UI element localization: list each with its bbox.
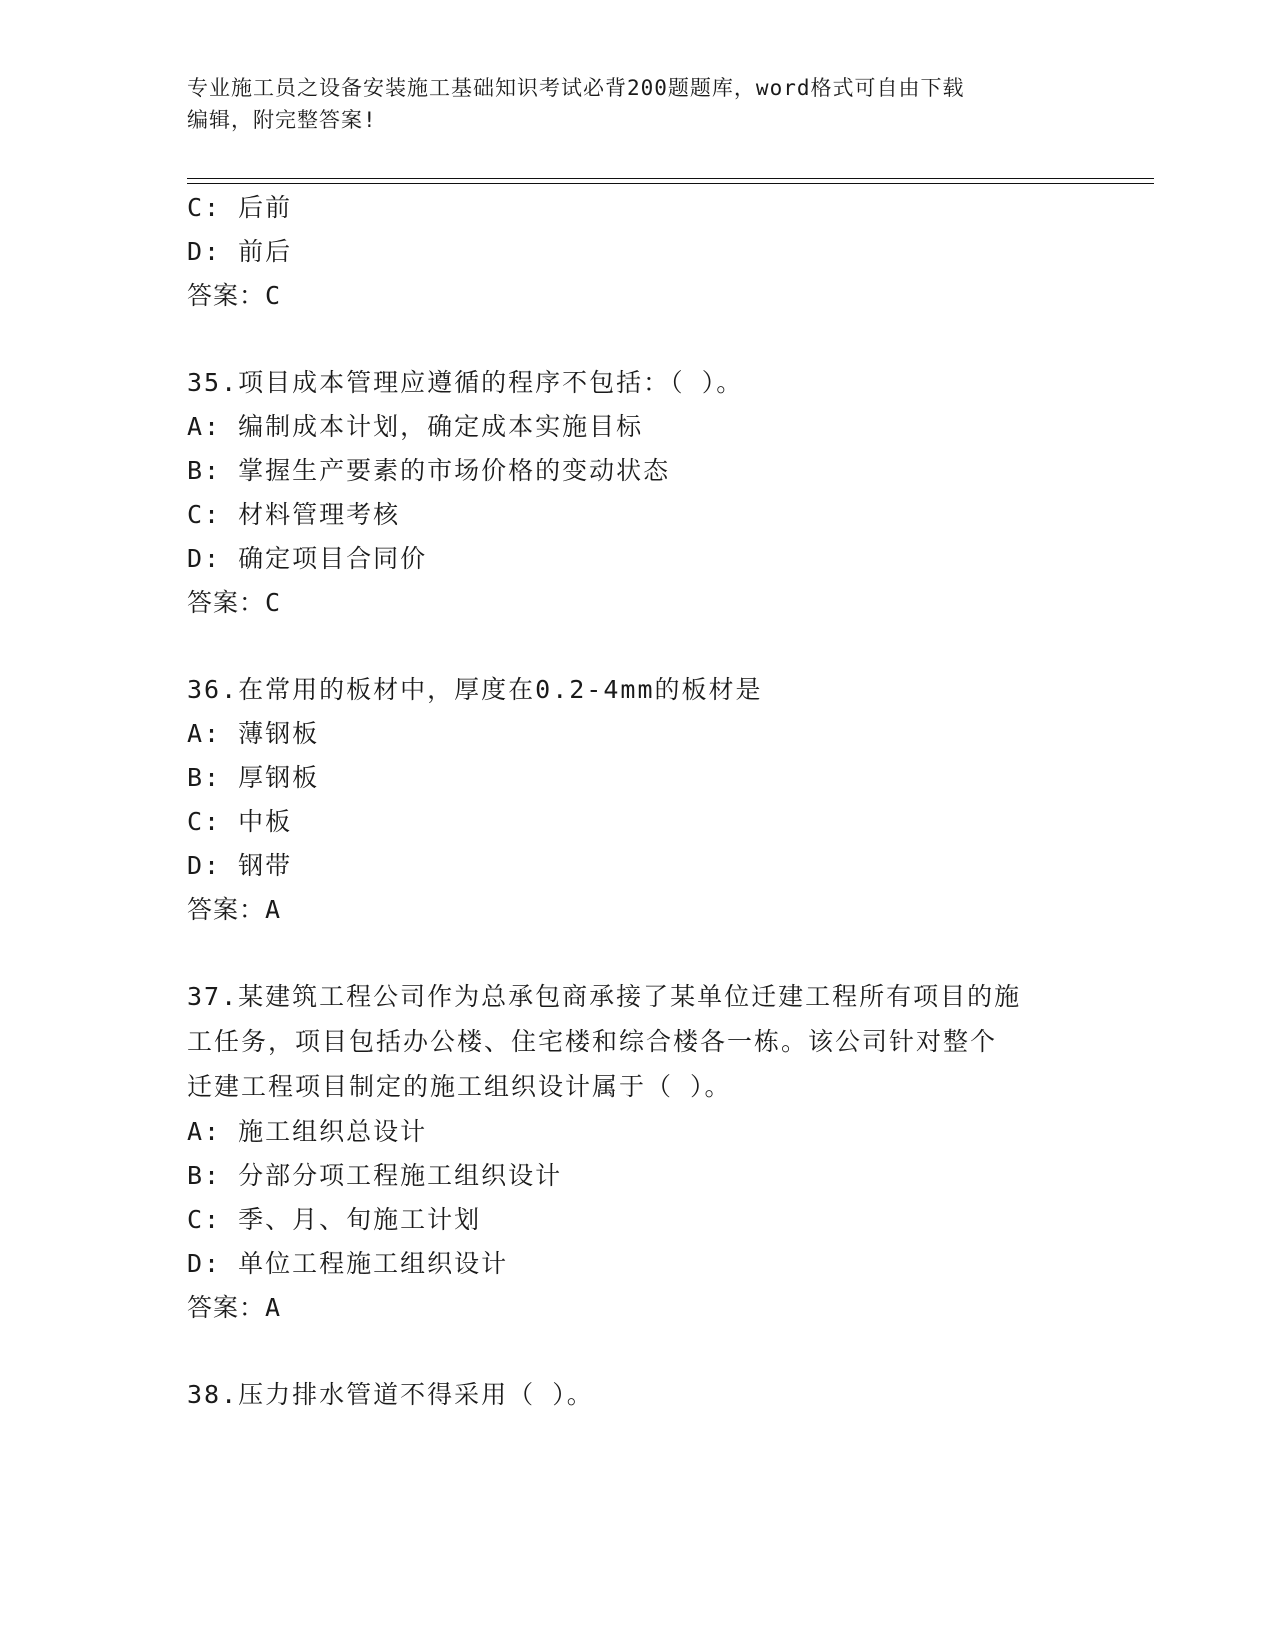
header-title-line-2: 编辑，附完整答案! (187, 108, 377, 132)
question-stem: 35.项目成本管理应遵循的程序不包括：（ ）。 (187, 368, 744, 397)
header-divider-top (187, 178, 1154, 179)
question-stem: 37.某建筑工程公司作为总承包商承接了某单位迁建工程所有项目的施 (187, 982, 1022, 1011)
option-b: B: 厚钢板 (187, 763, 320, 792)
option-c: C: 季、月、旬施工计划 (187, 1205, 482, 1234)
answer-line: 答案：A (187, 1293, 282, 1322)
header-divider-bottom (187, 183, 1154, 184)
option-d: D: 单位工程施工组织设计 (187, 1249, 509, 1278)
question-stem: 36.在常用的板材中，厚度在0.2-4mm的板材是 (187, 675, 763, 704)
answer-line: 答案：C (187, 588, 282, 617)
answer-line: 答案：C (187, 281, 282, 310)
option-a: A: 薄钢板 (187, 719, 320, 748)
option-d: D: 前后 (187, 237, 293, 266)
question-stem: 迁建工程项目制定的施工组织设计属于（ ）。 (187, 1072, 732, 1101)
option-a: A: 编制成本计划，确定成本实施目标 (187, 412, 644, 441)
option-a: A: 施工组织总设计 (187, 1117, 428, 1146)
option-b: B: 分部分项工程施工组织设计 (187, 1161, 563, 1190)
document-header (187, 72, 1067, 136)
question-stem: 工任务，项目包括办公楼、住宅楼和综合楼各一栋。该公司针对整个 (187, 1027, 998, 1056)
option-d: D: 钢带 (187, 851, 293, 880)
option-c: C: 后前 (187, 193, 293, 222)
option-c: C: 材料管理考核 (187, 500, 401, 529)
option-d: D: 确定项目合同价 (187, 544, 428, 573)
option-c: C: 中板 (187, 807, 293, 836)
option-b: B: 掌握生产要素的市场价格的变动状态 (187, 456, 671, 485)
question-stem: 38.压力排水管道不得采用（ ）。 (187, 1380, 594, 1409)
header-title-line-1: 专业施工员之设备安装施工基础知识考试必背200题题库，word格式可自由下载 (187, 76, 965, 100)
answer-line: 答案：A (187, 895, 282, 924)
